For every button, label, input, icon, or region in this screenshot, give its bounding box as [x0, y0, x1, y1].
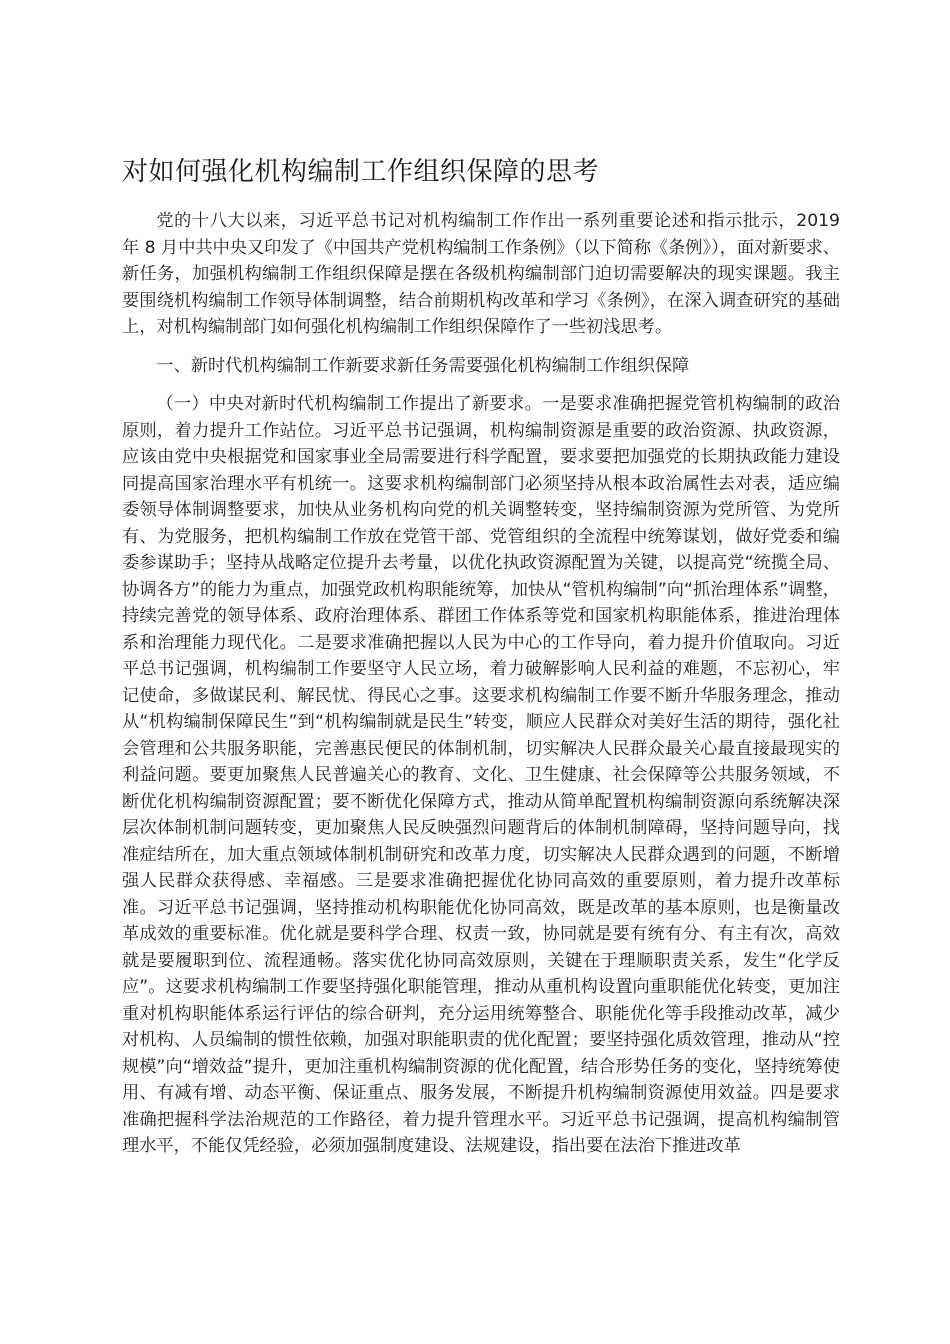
document-page [122, 150, 840, 1160]
body-paragraph: （一）中央对新时代机构编制工作提出了新要求。一是要求准确把握党管机构编制的政治原则，着力提升工作站位。习近平总书记强调，机构编制资源是重要的政治资源、执政资源，应该由党中央根据党和国家事业全局需要进行科学配置，要求要把加强党的长期执政能力建设同提高国家治理水平有机统一。这要求机构编制部门必须坚持从根本政治属性去对表，适应编委领导体制调整要求，加快从业务机构向党的机关调整转变，坚持编制资源为党所管、为党所有、为党服务，把机构编制工作放在党管干部、党管组织的全流程中统筹谋划，做好党委和编委参谋助手；坚持从战略定位提升去考量，以优化执政资源配置为关键，以提高党“统揽全局、协调各方”的能力为重点，加强党政机构职能统筹，加快从“管机构编制”向“抓治理体系”调整，持续完善党的领导体系、政府治理体系、群团工作体系等党和国家机构职能体系，推进治理体系和治理能力现代化。二是要求准确把握以人民为中心的工作导向，着力提升价值取向。习近平总书记强调，机构编制工作要坚守人民立场，着力破解影响人民利益的难题，不忘初心，牢记使命，多做谋民利、解民忧、得民心之事。这要求机构编制工作要不断升华服务理念，推动从“机构编制保障民生”到“机构编制就是民生”转变，顺应人民群众对美好生活的期待，强化社会管理和公共服务职能，完善惠民便民的体制机制，切实解决人民群众最关心最直接最现实的利益问题。要更加聚焦人民普遍关心的教育、文化、卫生健康、社会保障等公共服务领域，不断优化机构编制资源配置；要不断优化保障方式，推动从简单配置机构编制资源向系统解决深层次体制机制问题转变，更加聚焦人民反映强烈问题背后的体制机制障碍，坚持问题导向，找准症结所在，加大重点领域体制机制研究和改革力度，切实解决人民群众遇到的问题，不断增强人民群众获得感、幸福感。三是要求准确把握优化协同高效的重要原则，着力提升改革标准。习近平总书记强调，坚持推动机构职能优化协同高效，既是改革的基本原则，也是衡量改革成效的重要标准。优化就是要科学合理、权责一致，协同就是要有统有分、有主有次，高效就是要履职到位、流程通畅。落实优化协同高效原则，关键在于理顺职责关系，发生“化学反应”。这要求机构编制工作要坚持强化职能管理，推动从重机构设置向重职能优化转变，更加注重对机构职能体系运行评估的综合研判，充分运用统筹整合、职能优化等手段推动改革，减少对机构、人员编制的惯性依赖，加强对职能职责的优化配置；要坚持强化质效管理，推动从“控规模”向“增效益”提升，更加注重机构编制资源的优化配置，结合形势任务的变化，坚持统筹使用、有减有增、动态平衡、保证重点、服务发展，不断提升机构编制资源使用效益。四是要求准确把握科学法治规范的工作路径，着力提升管理水平。习近平总书记强调，提高机构编制管理水平，不能仅凭经验，必须加强制度建设、法规建设，指出要在法治下推进改革 [122, 394, 840, 1156]
section-heading: 一、新时代机构编制工作新要求新任务需要强化机构编制工作组织保障 [156, 355, 690, 376]
intro-paragraph: 党的十八大以来，习近平总书记对机构编制工作作出一系列重要论述和指示批示，2019 年 8 月中共中央又印发了《中国共产党机构编制工作条例》（以下简称《条例》），面对新要求、新任务，加强机构编制工作组织保障是摆在各级机构编制部门迫切需要解决的现实课题。我主要围绕机构编制工作领导体制调整，结合前期机构改革和学习《条例》，在深入调查研究的基础上，对机构编制部门如何强化机构编制工作组织保障作了一些初浅思考。 [122, 211, 840, 337]
document-title: 对如何强化机构编制工作组织保障的思考 [122, 157, 600, 187]
